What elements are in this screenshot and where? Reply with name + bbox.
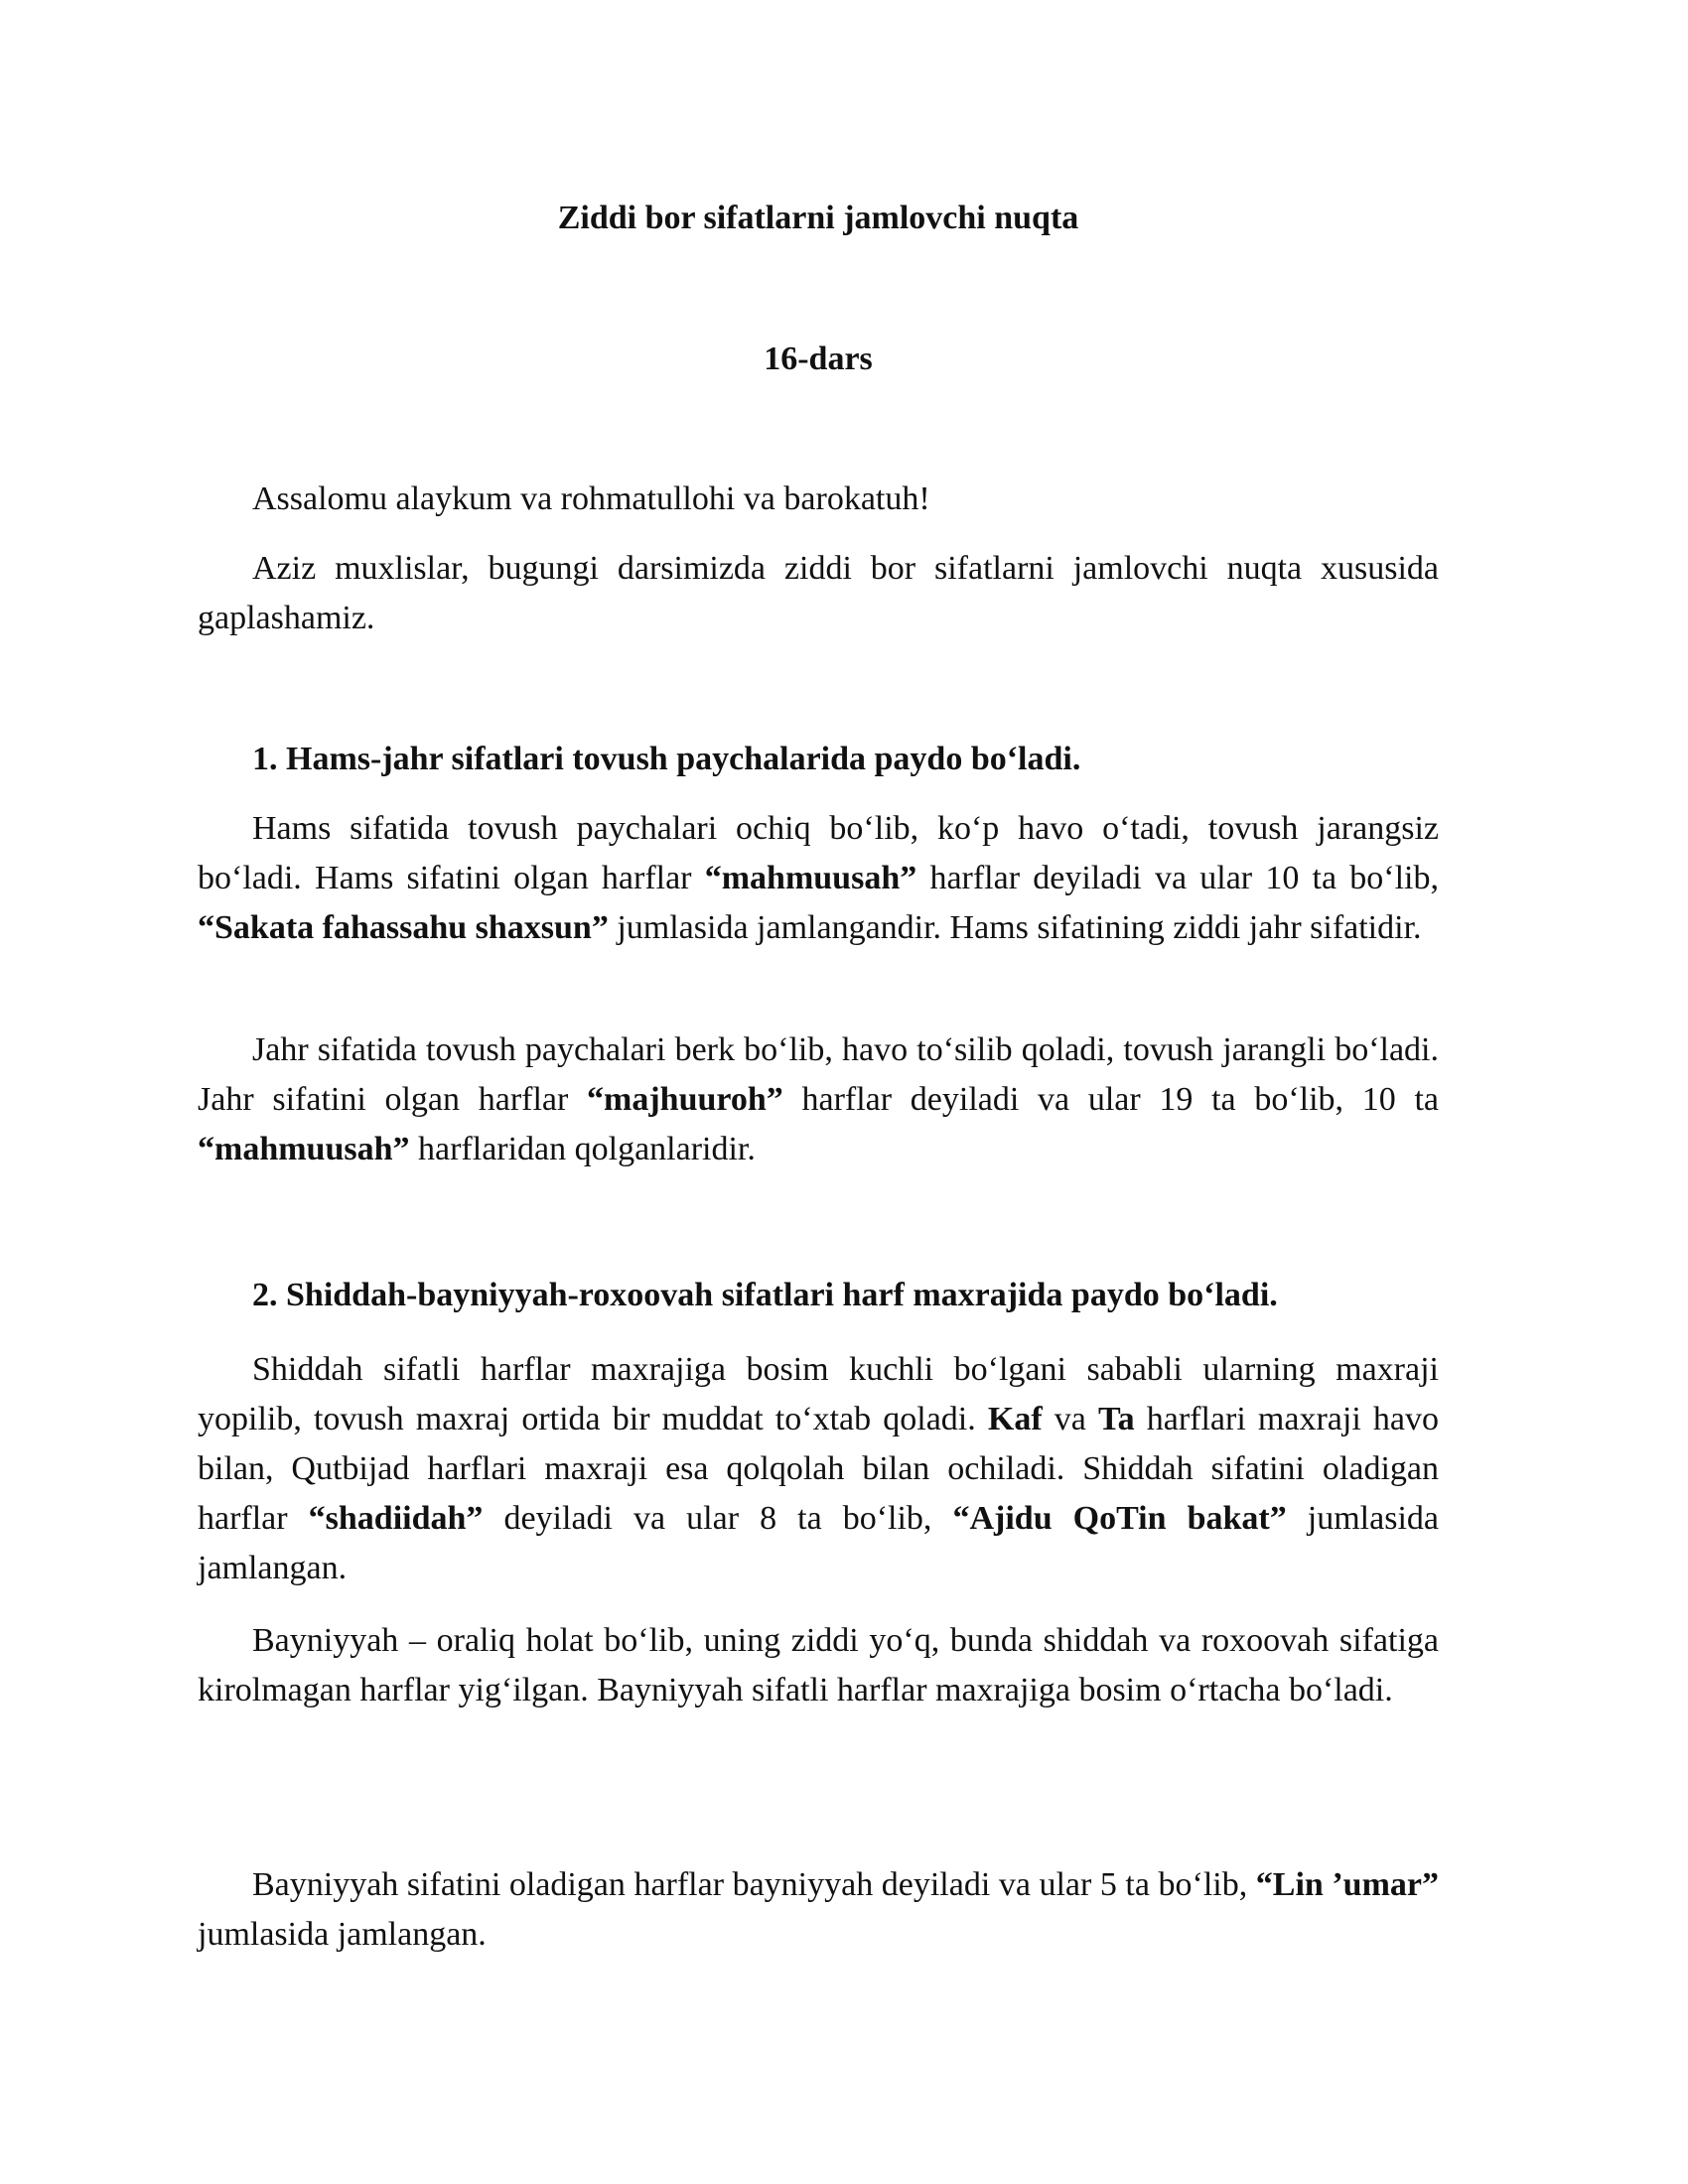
shiddah-paragraph bbox=[198, 1345, 1439, 1593]
text-run: Shiddah sifatli harflar maxrajiga bosim kuchli bo‘lgani sababli ularning maxraji yopilib, tovush maxraj ortida bir muddat to‘xtab qoladi. bbox=[198, 1351, 1439, 1437]
bold-term: “majhuuroh” bbox=[587, 1081, 783, 1118]
section-2-heading: 2. Shiddah-bayniyyah-roxoovah sifatlari harf maxrajida paydo bo‘ladi. bbox=[252, 1277, 1278, 1313]
text-run: va bbox=[1042, 1401, 1099, 1437]
text-run: Jahr sifatida tovush paychalari berk bo‘lib, havo to‘silib qoladi, tovush jarangli bo‘ladi. Jahr sifatini olgan harflar bbox=[198, 1031, 1439, 1118]
text-run: Hams sifatida tovush paychalari ochiq bo‘lib, ko‘p havo o‘tadi, tovush jarangsiz bo‘ladi. Hams sifatini olgan harflar bbox=[198, 810, 1439, 896]
jahr-paragraph bbox=[198, 1025, 1439, 1174]
text-run: harflaridan qolganlaridir. bbox=[409, 1131, 756, 1167]
bayniyyah-paragraph: Bayniyyah – oraliq holat bo‘lib, uning ziddi yo‘q, bunda shiddah va roxoovah sifatiga kirolmagan harflar yig‘ilgan. Bayniyyah sifatli harflar maxrajiga bosim o‘rtacha bo‘ladi. bbox=[198, 1622, 1439, 1708]
text-run: harflar deyiladi va ular 19 ta bo‘lib, 10 ta bbox=[782, 1081, 1439, 1118]
bold-term: “Lin ’umar” bbox=[1255, 1866, 1439, 1903]
text-run: harflari maxraji havo bilan, Qutbijad harflari maxraji esa qolqolah bilan ochiladi. Shiddah sifatini oladigan harflar bbox=[198, 1401, 1440, 1537]
bold-term: “Sakata fahassahu shaxsun” bbox=[198, 909, 609, 946]
intro-paragraph: Aziz muxlislar, bugungi darsimizda ziddi bor sifatlarni jamlovchi nuqta xususida gaplashamiz. bbox=[198, 550, 1439, 636]
text-run: deyiladi va ular 8 ta bo‘lib, bbox=[483, 1500, 953, 1537]
text-run: Bayniyyah sifatini oladigan harflar bayniyyah deyiladi va ular 5 ta bo‘lib, bbox=[252, 1866, 1256, 1903]
bold-term: “mahmuusah” bbox=[198, 1131, 410, 1167]
text-run: jumlasida jamlangandir. Hams sifatining ziddi jahr sifatidir. bbox=[608, 909, 1422, 946]
bold-term: “mahmuusah” bbox=[704, 860, 917, 896]
section-1-heading: 1. Hams-jahr sifatlari tovush paychalarida paydo bo‘ladi. bbox=[252, 741, 1081, 777]
bold-term: “shadiidah” bbox=[308, 1500, 484, 1537]
lesson-number: 16-dars bbox=[764, 341, 873, 377]
bold-term: “Ajidu QoTin bakat” bbox=[952, 1500, 1287, 1537]
greeting-paragraph: Assalomu alaykum va rohmatullohi va barokatuh! bbox=[252, 480, 930, 517]
document-title: Ziddi bor sifatlarni jamlovchi nuqta bbox=[557, 200, 1079, 236]
bold-term: Kaf bbox=[987, 1401, 1043, 1437]
bayniyyah-letters-paragraph bbox=[198, 1860, 1439, 1960]
bold-term: Ta bbox=[1098, 1401, 1135, 1437]
text-run: jumlasida jamlangan. bbox=[198, 1916, 487, 1953]
text-run: harflar deyiladi va ular 10 ta bo‘lib, bbox=[916, 860, 1439, 896]
document-page bbox=[198, 0, 1439, 2184]
text-run: jumlasida jamlangan. bbox=[198, 1500, 1439, 1586]
hams-paragraph bbox=[198, 804, 1439, 953]
